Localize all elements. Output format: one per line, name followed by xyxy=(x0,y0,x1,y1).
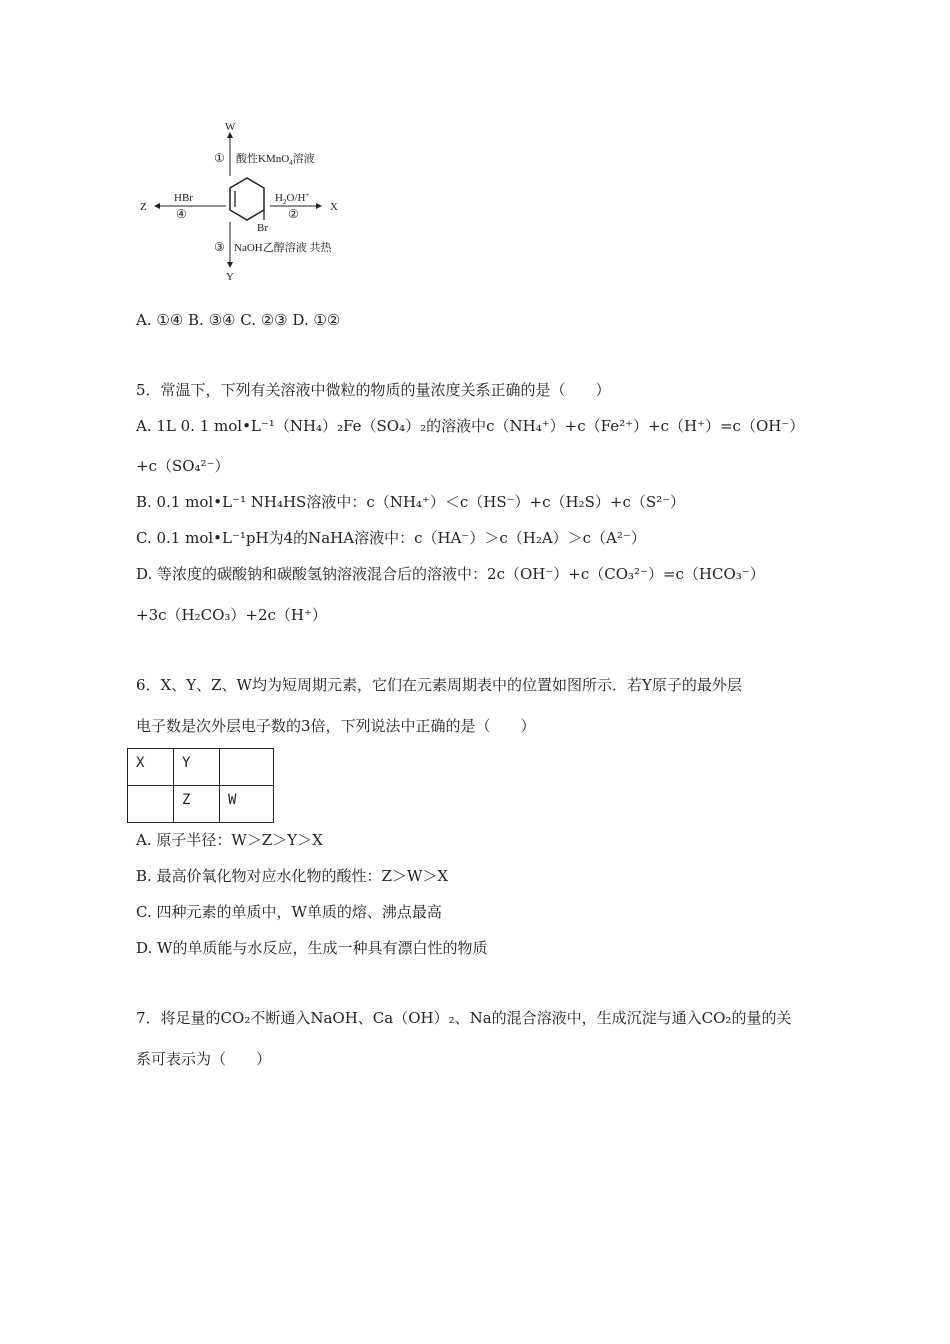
table-cell: X xyxy=(128,749,174,786)
table-row xyxy=(128,786,274,823)
q6-stem: 6．X、Y、Z、W均为短周期元素，它们在元素周期表中的位置如图所示．若Y原子的最外层 xyxy=(136,676,742,694)
q4-options: A. ①④ B. ③④ C. ②③ D. ①② xyxy=(136,311,341,329)
reagent-naoh: NaOH乙醇溶液 共热 xyxy=(234,242,332,254)
q6-option-c: C. 四种元素的单质中，W单质的熔、沸点最高 xyxy=(136,903,442,921)
q5-option-a-cont: +c（SO₄²⁻） xyxy=(136,457,230,475)
step-3-label: ③ xyxy=(214,240,225,254)
product-x: X xyxy=(330,201,338,213)
q5-option-c: C. 0.1 mol•L⁻¹pH为4的NaHA溶液中：c（HA⁻）＞c（H₂A）＞c（A²⁻） xyxy=(136,529,646,547)
q5-stem: 5．常温下，下列有关溶液中微粒的物质的量浓度关系正确的是（ ） xyxy=(136,381,611,399)
step-1-label: ① xyxy=(214,151,225,165)
table-cell: Y xyxy=(174,749,220,786)
table-cell: W xyxy=(220,786,274,823)
reaction-scheme xyxy=(130,118,370,288)
q7-stem-cont: 系可表示为（ ） xyxy=(136,1050,272,1068)
substituent-br: Br xyxy=(257,222,268,234)
q5-option-b: B. 0.1 mol•L⁻¹ NH₄HS溶液中：c（NH₄⁺）＜c（HS⁻）+c（H₂S）+c（S²⁻） xyxy=(136,493,686,511)
q7-stem: 7．将足量的CO₂不断通入NaOH、Ca（OH）₂、Na的混合溶液中，生成沉淀与通入CO₂的量的关 xyxy=(136,1009,792,1027)
q6-option-a: A. 原子半径：W＞Z＞Y＞X xyxy=(136,831,323,849)
product-w: W xyxy=(225,121,236,133)
reagent-kmno4: 酸性KMnO$_4$溶液 xyxy=(236,153,315,167)
q5-option-a: A. 1L 0. 1 mol•L⁻¹（NH₄）₂Fe（SO₄）₂的溶液中c（NH₄⁺）+c（Fe²⁺）+c（H⁺）=c（OH⁻） xyxy=(136,417,805,435)
table-cell xyxy=(128,786,174,823)
q5-option-d-cont: +3c（H₂CO₃）+2c（H⁺） xyxy=(136,606,327,624)
step-2-label: ② xyxy=(288,207,299,221)
step-4-label: ④ xyxy=(176,207,187,221)
q5-option-d: D. 等浓度的碳酸钠和碳酸氢钠溶液混合后的溶液中：2c（OH⁻）+c（CO₃²⁻）=c（HCO₃⁻） xyxy=(136,565,765,583)
table-cell xyxy=(220,749,274,786)
q6-option-b: B. 最高价氧化物对应水化物的酸性：Z＞W＞X xyxy=(136,867,449,885)
periodic-table-fragment xyxy=(127,748,274,823)
table-cell: Z xyxy=(174,786,220,823)
reagent-h2o: $H_2O/H^+$ xyxy=(275,191,310,206)
reagent-hbr: HBr xyxy=(174,192,193,204)
q6-stem-cont: 电子数是次外层电子数的3倍，下列说法中正确的是（ ） xyxy=(136,717,536,735)
product-z: Z xyxy=(140,201,147,213)
product-y: Y xyxy=(226,271,234,283)
table-row xyxy=(128,749,274,786)
q6-option-d: D. W的单质能与水反应，生成一种具有漂白性的物质 xyxy=(136,939,488,957)
